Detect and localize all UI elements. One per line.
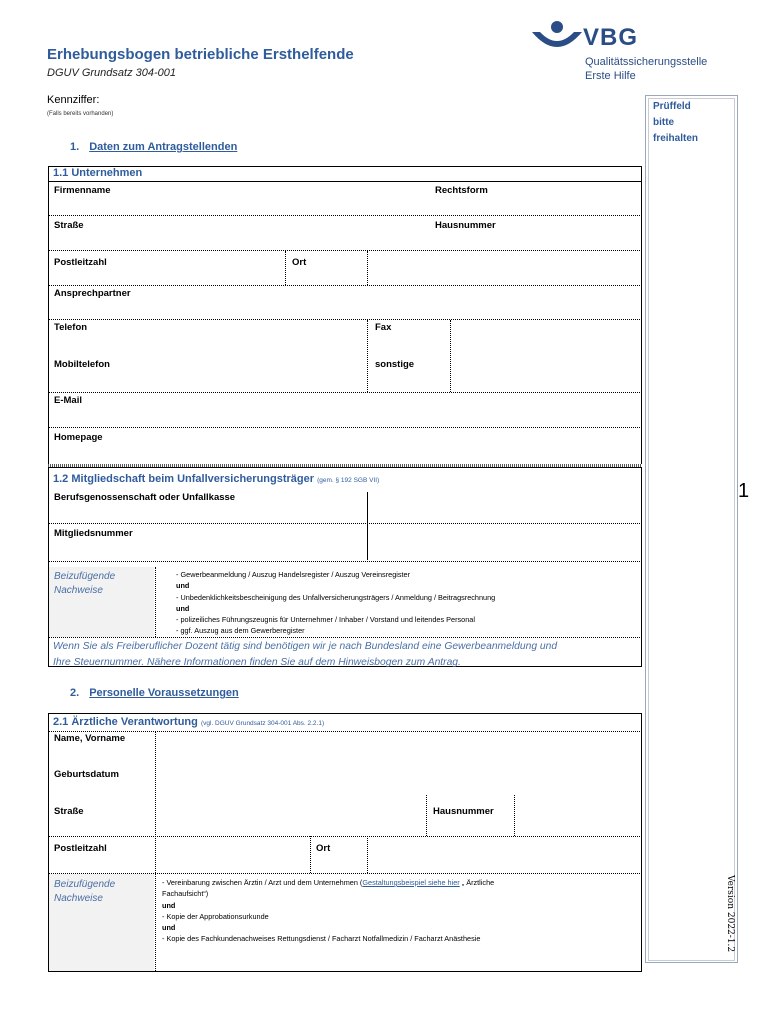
bg-label: Berufsgenossenschaft oder Unfallkasse	[54, 492, 236, 503]
nachweis-item: - Gewerbeanmeldung / Auszug Handelsregister / Auszug Vereinsregister	[176, 570, 411, 579]
section2-num: 2.	[70, 687, 80, 699]
medical-title-small: (vgl. DGUV Grundsatz 304-001 Abs. 2.2.1)	[200, 720, 325, 727]
nachweis-item: - ggf. Auszug aus dem Gewerberegister	[176, 626, 305, 636]
nachweis2-item2: - Kopie der Approbationsurkunde	[162, 911, 269, 921]
hausnummer-label: Hausnummer	[435, 220, 496, 231]
telefon-label: Telefon	[54, 322, 88, 333]
ort2-label: Ort	[316, 843, 331, 854]
email-label: E-Mail	[54, 395, 82, 406]
nachweis2-line1: Beizufügende	[54, 879, 116, 890]
pruef-field-label	[653, 99, 698, 147]
ansprechpartner-label: Ansprechpartner	[54, 288, 131, 299]
plz-label: Postleitzahl	[54, 257, 107, 268]
gestaltungsbeispiel-link[interactable]: Gestaltungsbeispiel siehe hier	[362, 878, 460, 887]
nachweis-und: und	[176, 603, 190, 613]
freelancer-hint	[53, 639, 557, 670]
nachweis-item: - polizeiliches Führungszeugnis für Unternehmer / Inhaber / Vorstand und leitendes Personal	[176, 615, 475, 625]
logo-line2: Erste Hilfe	[585, 70, 636, 82]
nachweis-list	[176, 569, 495, 637]
hint-line1: Wenn Sie als Freiberuflicher Dozent tätig sind benötigen wir je nach Bundesland eine Gewerbeanmeldung und	[53, 641, 558, 652]
membership-divider	[367, 492, 368, 560]
document-subtitle: DGUV Grundsatz 304-001	[47, 67, 177, 79]
pruef-field-inner	[648, 98, 735, 961]
nachweis2-item1-cont: Fachaufsicht“)	[162, 889, 209, 899]
ort-label: Ort	[292, 257, 307, 268]
pruef-line2: bitte	[653, 117, 675, 128]
nachweis2-und: und	[162, 923, 176, 933]
nachweis2-list	[162, 877, 622, 945]
section1-heading	[70, 141, 237, 153]
homepage-label: Homepage	[54, 432, 103, 443]
page-number: 1	[738, 480, 750, 502]
medical-box-title	[53, 716, 324, 728]
hausnummer2-label: Hausnummer	[433, 806, 494, 817]
company-box	[48, 166, 642, 465]
name-label: Name, Vorname	[54, 733, 126, 744]
nachweis2-und: und	[162, 900, 176, 910]
fax-label: Fax	[375, 322, 392, 333]
logo-name: VBG	[583, 24, 639, 51]
membership-title-text: 1.2 Mitgliedschaft beim Unfallversicherungsträger	[53, 473, 315, 485]
geburtsdatum-label: Geburtsdatum	[54, 769, 119, 780]
rechtsform-label: Rechtsform	[435, 185, 488, 196]
nachweis2-item3: - Kopie des Fachkundenachweises Rettungsdienst / Facharzt Notfallmedizin / Facharzt Anästhesie	[162, 934, 481, 944]
hint-line2: Ihre Steuernummer. Nähere Informationen finden Sie auf dem Hinweisbogen zum Antrag.	[53, 656, 461, 668]
section2-heading	[70, 687, 239, 699]
nachweis-line2: Nachweise	[54, 585, 103, 596]
mobil-label: Mobiltelefon	[54, 359, 110, 370]
strasse-label: Straße	[54, 220, 84, 231]
vbg-logo-icon	[530, 20, 582, 52]
nachweis-und: und	[176, 581, 190, 591]
section2-title: Personelle Voraussetzungen	[89, 687, 239, 699]
section1-num: 1.	[70, 141, 80, 153]
medical-title-text: 2.1 Ärztliche Verantwortung	[53, 716, 198, 728]
sonstige-label: sonstige	[375, 359, 415, 370]
strasse2-label: Straße	[54, 806, 84, 817]
company-box-title: 1.1 Unternehmen	[53, 167, 143, 179]
nachweis-label	[54, 570, 115, 598]
nachweis2-line2: Nachweise	[54, 893, 103, 904]
mitgliedsnummer-label: Mitgliedsnummer	[54, 528, 133, 539]
kennziffer-label: Kennziffer:	[47, 94, 100, 106]
kennziffer-note: (Falls bereits vorhanden)	[47, 111, 114, 117]
nachweis2-label	[54, 878, 115, 906]
section1-title: Daten zum Antragstellenden	[89, 141, 238, 153]
nachweis2-item1: - Vereinbarung zwischen Ärztin / Arzt und dem Unternehmen (Gestaltungsbeispiel siehe hier „ Ärztliche	[162, 878, 495, 887]
membership-title-small: (gem. § 192 SGB VII)	[317, 477, 380, 484]
pruef-line3: freihalten	[653, 133, 699, 144]
nachweis-item: - Unbedenklichkeitsbescheinigung des Unfallversicherungsträgers / Anmeldung / Beitragsrechnung	[176, 592, 496, 602]
logo-line1: Qualitätssicherungsstelle	[585, 56, 708, 68]
plz2-label: Postleitzahl	[54, 843, 107, 854]
document-title: Erhebungsbogen betriebliche Ersthelfende	[47, 46, 354, 63]
membership-box-title	[53, 473, 379, 485]
version-label: Version 2022-1.2	[725, 875, 735, 953]
pruef-line1: Prüffeld	[653, 101, 691, 112]
firmenname-label: Firmenname	[54, 185, 111, 196]
nachweis-line1: Beizufügende	[54, 571, 116, 582]
